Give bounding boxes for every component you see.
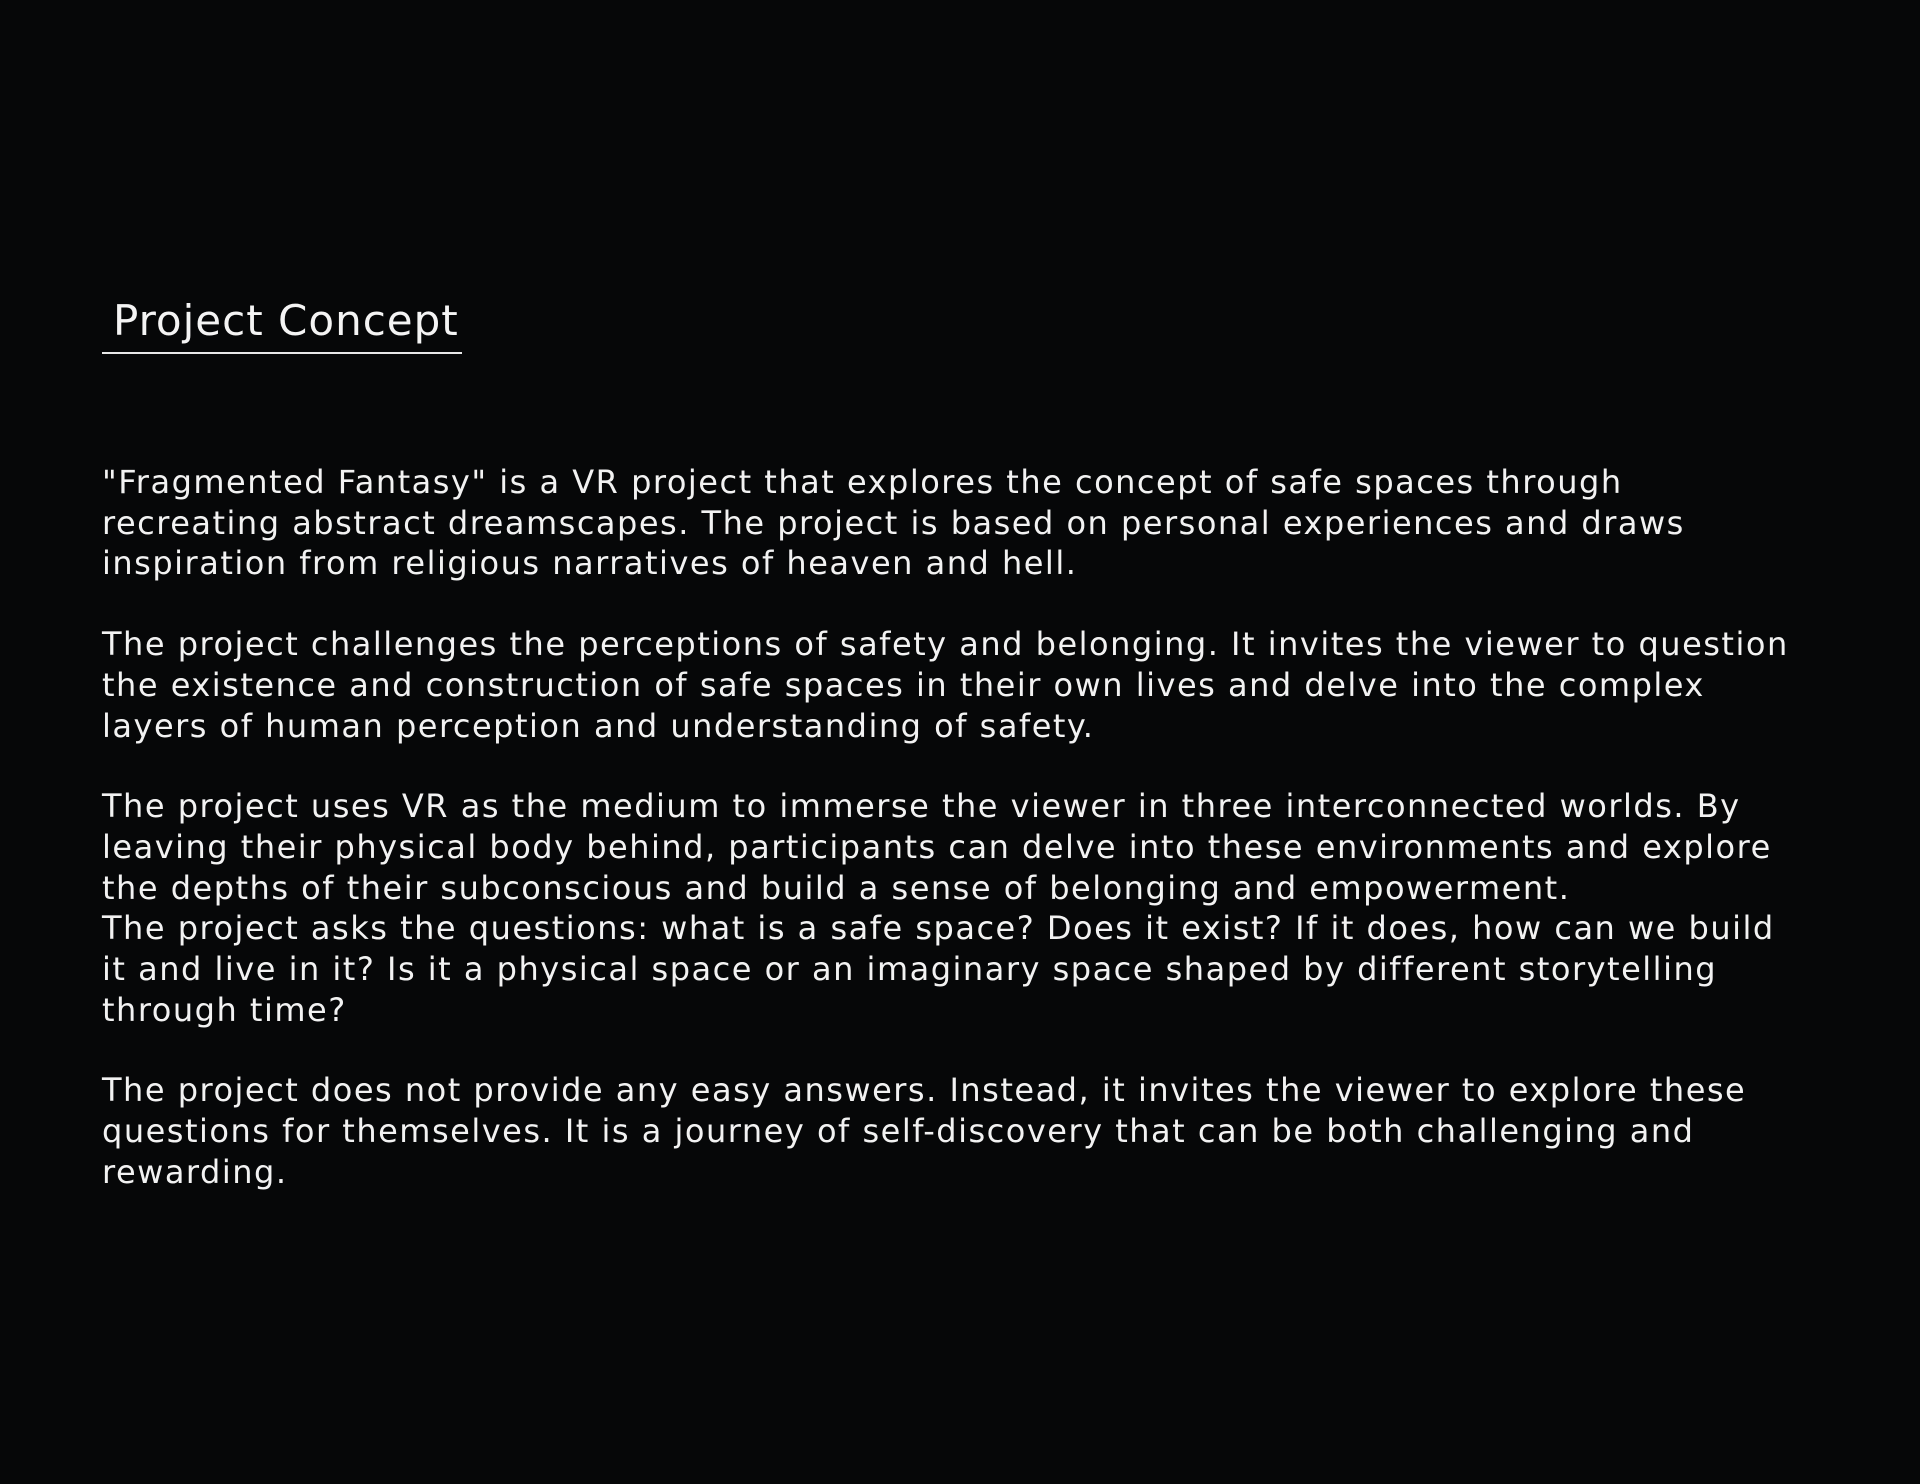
page-title: Project Concept [113,296,459,345]
paragraph-line: The project challenges the perceptions of safety and belonging. It invites the viewer to question [102,625,1789,664]
paragraph-line: The project asks the questions: what is a safe space? Does it exist? If it does, how can we build [102,909,1775,948]
paragraph-challenges [102,624,1882,746]
paragraph-line: the depths of their subconscious and build a sense of belonging and empowerment. [102,868,1571,907]
paragraph-questions [102,908,1882,1030]
paragraph-intro [102,462,1882,584]
paragraph-conclusion [102,1070,1882,1192]
paragraph-line: it and live in it? Is it a physical space or an imaginary space shaped by different storytelling [102,950,1718,989]
paragraph-line: rewarding. [102,1152,288,1191]
paragraph-line: recreating abstract dreamscapes. The project is based on personal experiences and draws [102,503,1685,542]
paragraph-medium [102,786,1882,908]
paragraph-line: the existence and construction of safe spaces in their own lives and delve into the complex [102,665,1705,704]
paragraph-line: through time? [102,990,347,1029]
heading-underline [102,296,462,354]
paragraph-line: The project does not provide any easy answers. Instead, it invites the viewer to explore these [102,1071,1747,1110]
paragraph-line: The project uses VR as the medium to immerse the viewer in three interconnected worlds. By [102,787,1741,826]
paragraph-line: inspiration from religious narratives of heaven and hell. [102,544,1078,583]
paragraph-line: "Fragmented Fantasy" is a VR project that explores the concept of safe spaces through [102,463,1623,501]
paragraph-line: layers of human perception and understanding of safety. [102,706,1095,745]
paragraph-line: leaving their physical body behind, participants can delve into these environments and explore [102,827,1772,866]
paragraph-line: questions for themselves. It is a journey of self-discovery that can be both challenging and [102,1112,1695,1151]
body-text [102,462,1882,1193]
